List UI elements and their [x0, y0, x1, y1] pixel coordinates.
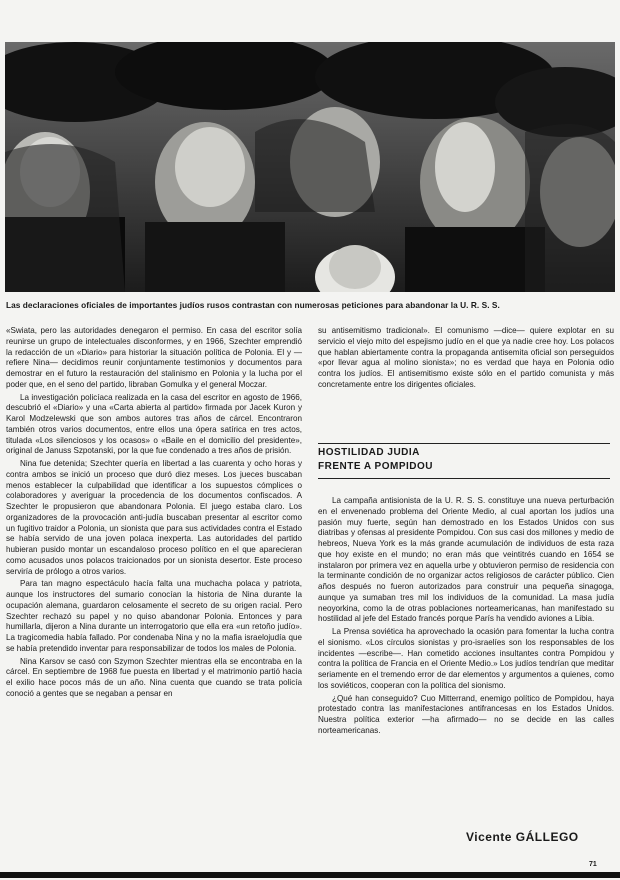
right-top-text [318, 326, 614, 393]
right-paragraph: La Prensa soviética ha aprovechado la ocasión para fomentar la lucha contra el sionismo. «Los círculos sionistas y pro-israelíes son los responsables de los incidentes —escribe—. Han cometido acciones insultantes contra Pompidou y contra la política de Francia en el Oriente Medio.» Los judíos tendrían que meditar seriamente en el tremendo error de dar elementos y argumentos a quienes, como los soviéticos, cooperan con la política del sionismo. [318, 627, 614, 690]
left-paragraph: Para tan magno espectáculo hacía falta una muchacha polaca y patriota, aunque los instructores del sumario conocían la historia de Nina durante la ocupación alemana, guardaron celosamente el secreto de su origen racial. Pero Szechter rechazó su papel y no quiso abandonar Polonia. Entonces y para humillarla, dijeron a Nina durante un interrogatorio que ella era «un retoño judío». La tragicomedia había fallado. Por condenaba Nina y no la mafia israelojudía que se había pretendido inventar para responsabilizar de todos los males de Polonia. [6, 579, 302, 653]
heading-rule-top [318, 443, 610, 444]
left-paragraph: Nina fue detenida; Szechter quería en libertad a las cuarenta y ocho horas y contra ambos se inició un proceso que duró diez meses. Los jueces buscaban menos establecer la culpabilidad que identificar a los supuestos cómplices o colaboradores y averiguar la procedencia de los documentos confiscados. A Szechter le propusieron que abandonara Polonia. El juego estaba claro. Los organizadores de la provocación anti-judía buscaban presentar al escritor como un fugitivo traidor a Polonia, un sionista que para sus actividades contra el Estado se había servido de una joven polaca inexperta. Las autoridades del partido hubieran pusido montar un escandaloso proceso político en el que aparecieran como acusados unos polacos traicionados por un sionista desertor. Este proceso serviría de prólogo a otros varios. [6, 459, 302, 576]
photo-illustration [5, 42, 615, 292]
right-paragraph: ¿Qué han conseguido? Cuo Mitterrand, enemigo político de Pompidou, haya protestado contra las manifestaciones antifrancesas en los Estados Unidos. Nuestra política exterior —ha afirmado— no se decide en las calles norteamericanas. [318, 693, 614, 735]
bottom-rule [0, 872, 620, 878]
left-column [6, 326, 302, 702]
heading-rule-bottom [318, 478, 610, 479]
left-paragraph: La investigación policíaca realizada en la casa del escritor en agosto de 1966, descubrió el «Diario» y una «Carta abierta al partido» firmada por Jacek Kuron y Karol Modzelewski que son ambos autores tras años de cárcel. Encontraron también otros varios documentos, entre ellos una ópera satírica en tres actos, titulada «Los silenciosos y los ocasos» o «Baile en el domicilio del presidente», original de Januss Szpotanski, por la que fue condenado a tres años de prisión. [6, 392, 302, 456]
crowd-photo [5, 42, 615, 292]
section-heading-line2: FRENTE A POMPIDOU [318, 461, 433, 472]
right-column [318, 496, 614, 739]
author-signature: Vicente GÁLLEGO [466, 830, 579, 844]
photo-caption: Las declaraciones oficiales de importantes judíos rusos contrastan con numerosas peticiones para abandonar la U. R. S. S. [6, 300, 500, 310]
section-heading [318, 446, 610, 474]
page-number: 71 [589, 861, 597, 868]
left-paragraph: Nina Karsov se casó con Szymon Szechter mientras ella se encontraba en la cárcel. En septiembre de 1968 fue puesta en libertad y el matrimonio partió hacia el exilio hace pocos más de un año. Nina cuenta que cuando se trata policía conoció a gentes que se negaban a pensar en [6, 656, 302, 698]
right-top-paragraph: su antisemitismo tradicional». El comunismo —dice— quiere explotar en su servicio el viejo mito del espejismo judío en el que ya nadie cree hoy. Los polacos que hablan abiertamente contra la propaganda antisemita oficial son perseguidos «por llevar agua al molino sionista»; no es verdad que haya en Polonia odio contra los judíos. El antisemitismo existe sólo en el partido comunista y más concretamente entre los dirigentes oficiales. [318, 326, 614, 389]
right-paragraph: La campaña antisionista de la U. R. S. S. constituye una nueva perturbación en el envenenado problema del Oriente Medio, al cual aportan los judíos una pasión muy fuerte, según han demostrado en los Estados Unidos con sus diatribas y ofensas al presidente Pompidou. Con sus casi dos millones y medio de hebreos, Nueva York es la más grande acumulación de individuos de esta raza que hoy existe en el mundo; no eran más que veintitrés cuando en 1654 se instalaron por primera vez en aquella urbe y obtuvieron permiso de residencia con la terminante condición de no organizar actos religiosos de carácter público. Cien años después no fueron autorizados para construir una pequeña sinagoga, aunque ya sumaban tres mil los individuos de la comunidad. La masa judía neoyorkina, como la de otras poblaciones norteamericanas, han manifestado su hostilidad al jefe del Estado francés porque París ha vendido aviones a Libia. [318, 496, 614, 624]
left-paragraph: «Swiata, pero las autoridades denegaron el permiso. En casa del escritor solía reunirse un grupo de intelectuales disconformes, y en 1966, Szechter emprendió la redacción de un «Diario» para historiar la situación política de Polonia. El y —refiere Nina— decidimos reunir conjuntamente testimonios y documentos para demostrar en el futuro la restauración del stalinismo en Polonia y la lucha por el poder que, en el seno del partido, libraban Gomulka y el general Moczar. [6, 326, 302, 389]
section-heading-line1: HOSTILIDAD JUDIA [318, 447, 420, 458]
